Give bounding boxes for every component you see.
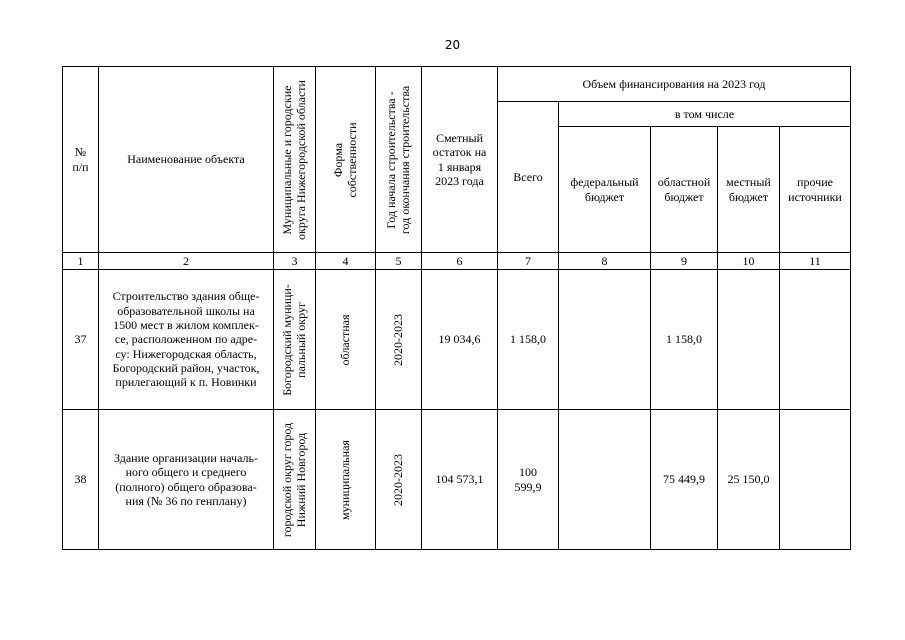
header-financing: Объем финансирования на 2023 год (498, 67, 851, 102)
row-municipality (274, 410, 316, 550)
row-years (376, 410, 422, 550)
header-other: прочие источники (780, 127, 851, 253)
row-municipality-text: Богородский муници- пальный округ (279, 283, 308, 396)
column-number: 2 (99, 253, 274, 270)
column-number: 5 (376, 253, 422, 270)
header-municipality-text: Муниципальные и городские округа Нижегородской области (279, 79, 308, 240)
column-number: 10 (718, 253, 780, 270)
row-years (376, 270, 422, 410)
row-ownership (316, 410, 376, 550)
column-number: 9 (651, 253, 718, 270)
header-municipality (274, 67, 316, 253)
row-ownership-text: муниципальная (337, 439, 352, 520)
column-number: 7 (498, 253, 559, 270)
header-num: № п/п (63, 67, 99, 253)
column-number: 11 (780, 253, 851, 270)
header-name: Наименование объекта (99, 67, 274, 253)
row-total: 1 158,0 (498, 270, 559, 410)
header-years (376, 67, 422, 253)
row-municipality-text: городской округ город Нижний Новгород (279, 422, 308, 537)
row-ownership (316, 270, 376, 410)
table-row (63, 410, 851, 550)
row-local: 25 150,0 (718, 410, 780, 550)
row-years-text: 2020-2023 (390, 313, 405, 366)
row-ownership-text: областная (337, 314, 352, 365)
column-number: 4 (316, 253, 376, 270)
column-number: 8 (559, 253, 651, 270)
row-years-text: 2020-2023 (390, 453, 405, 506)
row-num: 37 (63, 270, 99, 410)
row-regional: 75 449,9 (651, 410, 718, 550)
row-estimate: 19 034,6 (422, 270, 498, 410)
header-including: в том числе (559, 102, 851, 127)
row-municipality (274, 270, 316, 410)
header-ownership-text: Форма собственности (330, 121, 359, 198)
row-num: 38 (63, 410, 99, 550)
column-number: 1 (63, 253, 99, 270)
row-federal (559, 410, 651, 550)
row-name: Строительство здания обще- образовательной школы на 1500 мест в жилом комплек- се, расположенном по адре- су: Нижегородская область, Богородский район, участок, прилегающий к п. Новинки (99, 270, 274, 410)
row-local (718, 270, 780, 410)
row-other (780, 270, 851, 410)
row-other (780, 410, 851, 550)
header-ownership (316, 67, 376, 253)
table-row (63, 270, 851, 410)
row-federal (559, 270, 651, 410)
header-regional: областной бюджет (651, 127, 718, 253)
header-total: Всего (498, 102, 559, 253)
row-regional: 1 158,0 (651, 270, 718, 410)
row-name: Здание организации началь- ного общего и среднего (полного) общего образова- ния (№ 36 по генплану) (99, 410, 274, 550)
header-local: местный бюджет (718, 127, 780, 253)
column-number-row (63, 253, 851, 270)
row-estimate: 104 573,1 (422, 410, 498, 550)
header-years-text: Год начала строительства - год окончания строительства (383, 85, 412, 234)
column-number: 3 (274, 253, 316, 270)
row-total: 100 599,9 (498, 410, 559, 550)
column-number: 6 (422, 253, 498, 270)
page-number: 20 (444, 38, 461, 52)
header-estimate: Сметный остаток на 1 января 2023 года (422, 67, 498, 253)
financing-table (62, 66, 851, 550)
header-federal: федеральный бюджет (559, 127, 651, 253)
